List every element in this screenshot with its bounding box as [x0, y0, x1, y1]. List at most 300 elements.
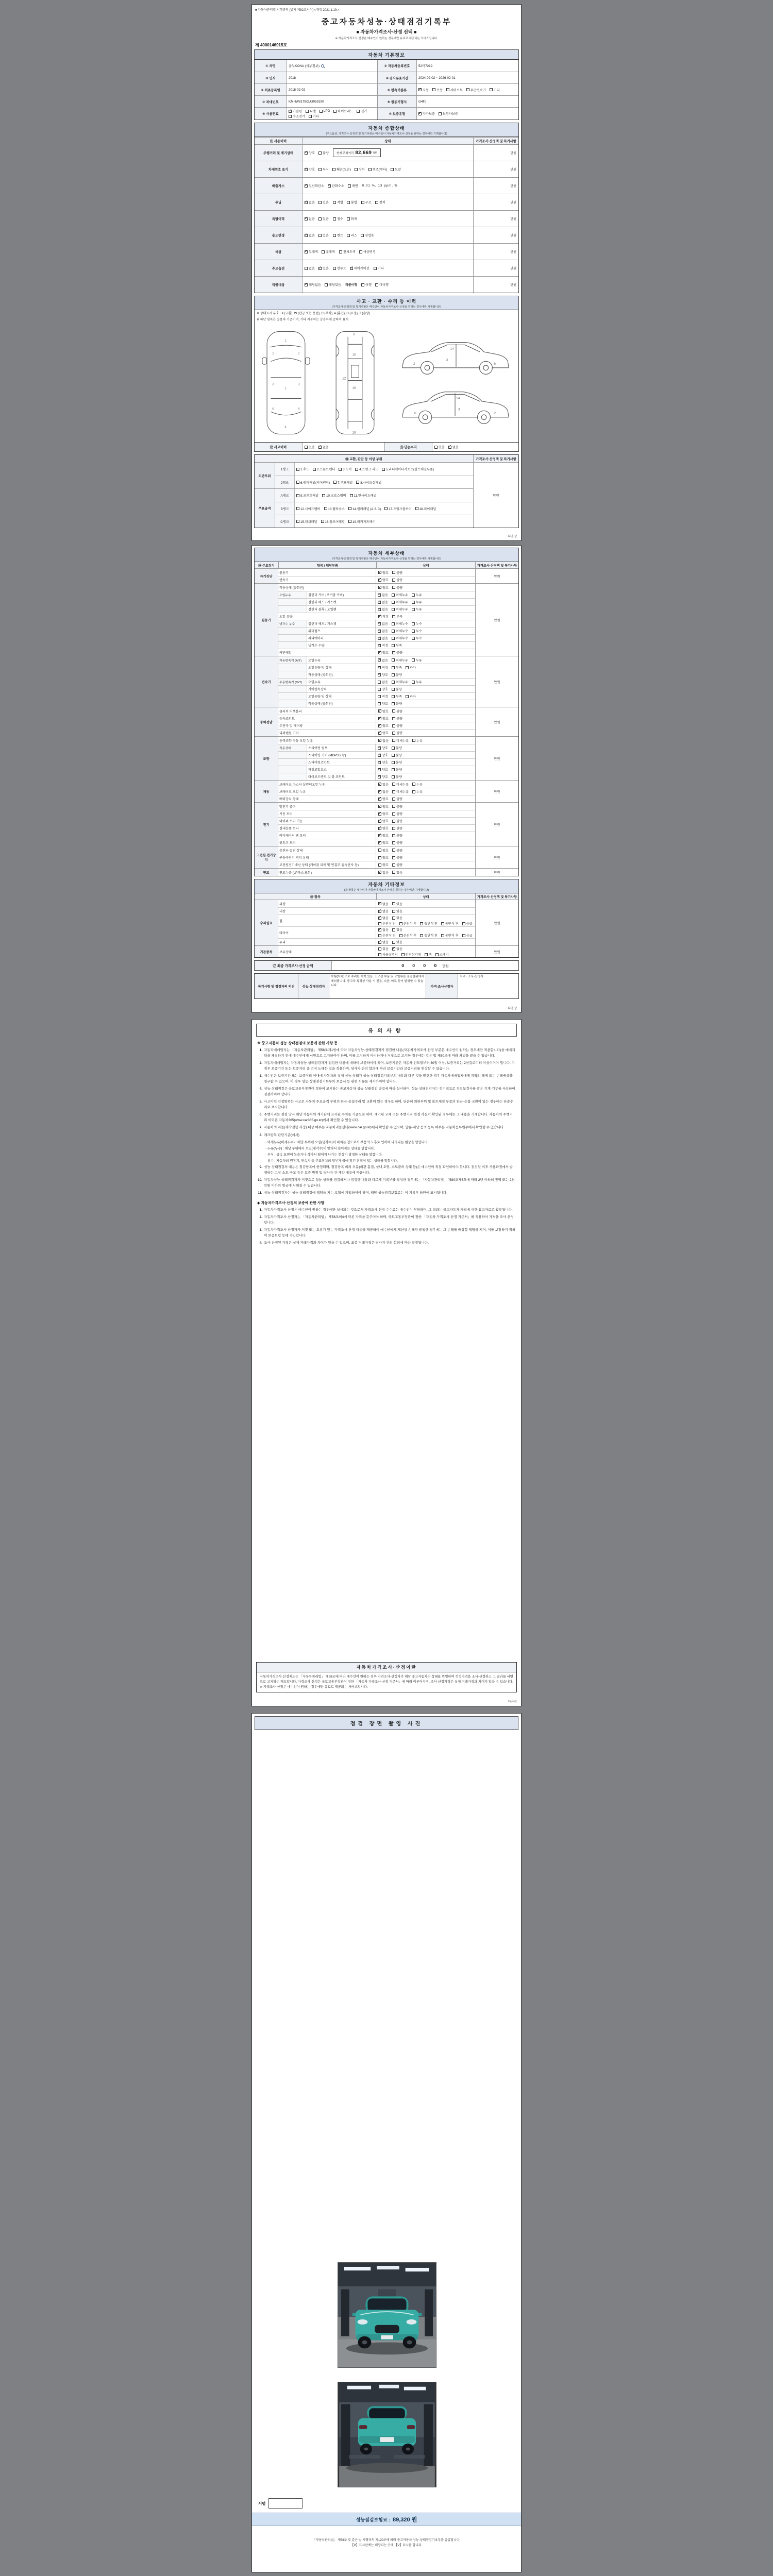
checkbox-option [378, 921, 396, 926]
checkbox-icon [355, 468, 358, 471]
checkbox-icon [313, 468, 316, 471]
state-text: 리콜이행 [345, 284, 358, 287]
checkbox-option [296, 480, 330, 485]
record-page-2 [251, 545, 522, 1013]
checkbox-checked-icon [350, 267, 353, 270]
panel-items [295, 489, 473, 502]
price-cell: 만원 [473, 161, 518, 177]
checkbox-group [333, 266, 369, 270]
sub-label [278, 766, 307, 773]
checkbox-option [378, 840, 389, 845]
checkbox-icon [441, 934, 444, 937]
checkbox-icon [392, 768, 395, 771]
checkbox-option [446, 88, 463, 92]
checkbox-option [378, 621, 388, 626]
svg-text:6: 6 [272, 407, 274, 411]
checkbox-icon [378, 934, 381, 937]
checkbox-checked-icon [378, 841, 381, 844]
checkbox-option [359, 249, 376, 254]
checkbox-group [378, 927, 402, 932]
checkbox-option [392, 621, 408, 626]
checkbox-checked-icon [378, 790, 381, 793]
checkbox-group [296, 493, 377, 498]
sub-label: 자동변속기 (A/T) [278, 656, 307, 664]
section-title: 자동차 기타정보 [368, 882, 405, 887]
checkbox-label: 19.패키지트레이 [352, 520, 376, 524]
checkbox-option [418, 111, 435, 116]
checkbox-checked-icon [328, 184, 331, 188]
checkbox-checked-icon [378, 775, 381, 778]
checkbox-group [378, 767, 402, 772]
svg-text:16: 16 [352, 386, 356, 390]
checkbox-option [313, 467, 335, 471]
checkbox-checked-icon [378, 754, 381, 757]
checkbox-icon [321, 520, 324, 523]
item-label: 클러치 어셈블리 [278, 707, 376, 715]
table-row [278, 620, 475, 627]
checkbox-label: 불량 [396, 863, 402, 867]
overall-condition-header [255, 123, 518, 137]
checkbox-option [333, 109, 353, 113]
table-row [278, 692, 475, 700]
item-label: 작동상태 (공회전) [278, 584, 376, 591]
checkbox-icon [462, 934, 465, 937]
checkbox-checked-icon [305, 250, 308, 253]
item-number: 9. [259, 1165, 262, 1169]
rank-label: B랭크 [275, 502, 295, 515]
checkbox-group [378, 782, 423, 787]
table-row [255, 83, 518, 95]
checkbox-group [378, 946, 402, 951]
checkbox-label: 렌트 [337, 234, 343, 238]
checkbox-icon [392, 695, 395, 698]
checkbox-option [392, 585, 402, 590]
valuation-select-subtitle: ■ 자동차가격조사·산정 선택 ■ [356, 29, 417, 35]
checkbox-label: 적법 [337, 201, 343, 205]
checkbox-option [392, 796, 402, 801]
page-title: 중고자동차성능·상태점검기록부 [321, 18, 452, 26]
column-header-price: 가격조사·산정액 및 특기사항 [475, 893, 518, 900]
checkbox-option [368, 167, 387, 172]
checkbox-option [392, 774, 402, 779]
car-side-view-left-diagram [397, 386, 514, 429]
checkbox-label: 불량 [395, 761, 402, 765]
sub-label [278, 752, 307, 758]
checkbox-group [378, 753, 402, 757]
checkbox-option [355, 167, 365, 172]
checkbox-icon [333, 234, 336, 237]
checkbox-checked-icon [378, 820, 381, 823]
checkbox-icon [392, 871, 395, 874]
item-state [376, 577, 475, 583]
checkbox-label: 양호 [382, 724, 389, 728]
device-label: 원동기 [255, 584, 278, 656]
checkbox-option [318, 266, 329, 270]
checkbox-checked-icon [305, 201, 308, 204]
table-row [278, 591, 475, 598]
item-label: 라디에이터 [307, 635, 376, 641]
checkbox-label: 장치 [379, 201, 385, 205]
checkbox-label: 누수 [415, 637, 422, 640]
table-row [278, 824, 475, 832]
checkbox-label: 불량 [396, 651, 402, 655]
photos-section-title: 점검 장면 촬영 사진 [255, 1716, 518, 1730]
table-row [255, 210, 518, 227]
checkbox-option [378, 902, 389, 906]
checkbox-label: 불량 [396, 820, 402, 823]
checkbox-label: 색상변경 [363, 250, 376, 254]
checkbox-checked-icon [378, 724, 381, 727]
checkbox-option [306, 109, 316, 113]
item-text: 조사·산정된 가격은 실제 거래가격과 차이가 있을 수 있으며, 최종 거래가격은 당사자 간의 합의에 따라 결정됩니다. [264, 1241, 429, 1245]
row-state [302, 260, 473, 276]
device-label: 기본품목 [255, 946, 278, 957]
checkbox-label: 양호 [382, 805, 389, 809]
checkbox-label: 운전석 후 [403, 934, 417, 938]
table-row [255, 243, 518, 260]
device-rows [278, 584, 475, 656]
checkbox-option [318, 150, 329, 155]
checkbox-group [378, 921, 473, 926]
checkbox-label: 동반석 전 [424, 922, 438, 926]
checkbox-label: 9.프론트패널 [300, 494, 319, 498]
document-number: 제 4000146915호 [255, 43, 288, 47]
checkbox-option [392, 946, 402, 951]
checkbox-option [392, 760, 402, 765]
checkbox-icon [439, 112, 442, 115]
item-number: 3. [259, 1228, 262, 1232]
item-label: 타이어 [278, 927, 376, 938]
sub-label [278, 759, 307, 766]
item-label: 변속기 [278, 577, 376, 583]
checkbox-label: 썬루프 [337, 267, 346, 270]
checkbox-icon [392, 622, 395, 625]
checkbox-group [378, 701, 402, 706]
checkbox-icon [392, 849, 395, 852]
item-state [376, 606, 475, 613]
checkbox-group [296, 480, 381, 485]
checkbox-label: 탄화수소 [331, 184, 344, 188]
checkbox-checked-icon [378, 827, 381, 830]
checkbox-checked-icon [378, 917, 381, 920]
table-header-row [255, 893, 518, 900]
checkbox-option [392, 848, 402, 853]
checkbox-icon [392, 747, 395, 750]
checkbox-label: 기타 [377, 267, 384, 270]
checkbox-option [382, 467, 434, 471]
footer-line-1: 「자동차관리법」 제58조 및 같은 법 시행규칙 제120조에 따라 중고자동차 성능·상태점검기록부를 발급합니다. [312, 2539, 461, 2542]
checkbox-option [339, 249, 356, 254]
panel-items [295, 463, 473, 476]
record-page-4 [251, 1713, 522, 2572]
sub-label [278, 599, 307, 605]
table-row [255, 177, 518, 194]
checkbox-icon [412, 594, 415, 597]
checkbox-label: 5.라디에이터서포트(볼트체결부품) [386, 468, 434, 471]
checkbox-option [378, 585, 389, 590]
checkbox-icon [375, 201, 378, 204]
checkbox-checked-icon [418, 112, 422, 115]
overall-condition-table [255, 144, 518, 293]
signature-label: 서명 [258, 2501, 266, 2506]
checkbox-option [305, 200, 315, 205]
checkbox-option [392, 636, 408, 640]
item-state [376, 599, 475, 605]
checkbox-group [378, 585, 402, 590]
checkbox-icon [324, 507, 327, 510]
basic-info-header [255, 50, 518, 60]
row-label: 특별이력 [255, 211, 302, 227]
item-state [376, 700, 475, 707]
mileage-label: 현재 주행거리 [336, 151, 354, 155]
item-state [376, 569, 475, 576]
device-label: 동력전달 [255, 707, 278, 736]
checkbox-label: 적정 [382, 666, 388, 670]
checkbox-label: 누유 [416, 790, 423, 794]
checkbox-icon [392, 917, 395, 920]
checkbox-label: 기타 [493, 88, 500, 92]
checkbox-label: 불량 [396, 798, 402, 801]
notes-section-title: ◆ 자동차가격조사·산정의 보증에 관한 사항 [257, 1201, 325, 1205]
notes-item [257, 1074, 516, 1084]
notes-item [257, 1112, 516, 1123]
checkbox-checked-icon [378, 586, 381, 589]
checkbox-label: 10.크로스멤버 [326, 494, 346, 498]
checkbox-checked-icon [378, 644, 381, 647]
row-label: 주행거리 및 계기상태 [255, 145, 302, 161]
checkbox-option [296, 519, 317, 524]
checkbox-label: 불량 [395, 768, 402, 772]
notes-item [257, 1241, 516, 1246]
sub-label: 작동상태 [278, 744, 307, 751]
checkbox-label: 있음 [322, 234, 329, 238]
signature-box [268, 2498, 303, 2509]
checkbox-icon [378, 863, 381, 867]
checkbox-icon [378, 849, 381, 852]
checkbox-icon [434, 446, 438, 449]
price-cell: 만원 [475, 781, 518, 802]
sub-label: 오일누유 [278, 591, 307, 598]
checkbox-option [348, 519, 375, 524]
table-row [278, 839, 475, 846]
checkbox-label: 없음 [382, 608, 388, 612]
svg-text:3: 3 [272, 382, 274, 386]
checkbox-icon [425, 953, 428, 956]
table-row [278, 766, 475, 773]
details-search-icon[interactable] [321, 64, 324, 67]
notes-subitem: · 침수 : 자동차의 원동기, 변속기 등 주요장치의 일부가 물에 잠긴 흔적이 있는 상태를 말합니다. [265, 1159, 398, 1163]
checkbox-option [399, 921, 417, 926]
checkbox-icon [412, 630, 415, 633]
checkbox-group [305, 282, 341, 287]
measurement-values: 0.01 %, 13 ppm, % [362, 184, 398, 188]
checkbox-label: 4.트렁크 리드 [359, 468, 379, 471]
checkbox-label: 양호 [382, 798, 389, 801]
item-number: 4. [259, 1087, 262, 1091]
checkbox-label: 수동 [436, 88, 443, 92]
svg-text:6: 6 [298, 407, 300, 411]
item-state [376, 810, 475, 817]
checkbox-option [412, 629, 422, 633]
notes-item [257, 1048, 516, 1059]
item-label: 외장 [278, 900, 376, 907]
checkbox-label: 양호 [309, 168, 315, 172]
checkbox-option [399, 933, 417, 938]
checkbox-option [333, 266, 346, 270]
checkbox-group [378, 723, 402, 728]
checkbox-icon [361, 283, 364, 286]
checkbox-group [374, 266, 384, 270]
checkbox-label: 미세누유 [395, 594, 408, 597]
checkbox-icon [406, 695, 409, 698]
group-rows [275, 489, 473, 528]
checkbox-option [412, 789, 423, 794]
checkbox-option [412, 658, 422, 663]
field-label: ⑤ 최초등록일 [255, 84, 287, 95]
checkbox-group [378, 658, 422, 663]
checkbox-icon [392, 615, 395, 618]
checkbox-group [378, 621, 422, 626]
checkbox-icon [356, 481, 359, 484]
checkbox-icon [306, 110, 309, 113]
checkbox-icon [392, 709, 395, 713]
checkbox-label: 화재 [350, 217, 357, 221]
group-label: 외판부위 [255, 463, 275, 488]
item-state [376, 664, 475, 671]
device-group [255, 868, 518, 876]
checkbox-group [378, 614, 402, 619]
checkbox-option [318, 445, 329, 449]
checkbox-option [322, 493, 346, 498]
svg-text:4: 4 [284, 425, 287, 429]
checkbox-icon [333, 267, 336, 270]
checkbox-label: 자동 [423, 88, 429, 92]
checkbox-option [392, 840, 402, 845]
svg-text:14: 14 [456, 397, 460, 401]
checkbox-option [392, 811, 402, 816]
checkbox-icon [412, 637, 415, 640]
checkbox-icon [378, 856, 381, 859]
checkbox-icon [305, 267, 308, 270]
checkbox-label: 불량 [395, 673, 402, 677]
mileage-box [333, 148, 381, 157]
valuation-definition-body: 자동차가격조사·산정제도는 「자동차관리법」 제58조에 따라 매수인이 원하는 경우 가격조사·산정자가 해당 중고자동차의 상태를 반영하여 적정가격을 조사·산정하고 그 결과를 서면으로 고지하는 제도입니다. 가격조사·산정은 국토교통부장관이 정한 「자동차 가격조사·산정 기준서」에 따라 이루어지며, 조사·산정가격은 실제 거래가격과 차이가 있을 수 있습니다. ※ 가격조사·산정은 매수인이 원하는 경우에만 유료로 제공되는 서비스입니다. [260, 1675, 513, 1689]
checkbox-option [356, 480, 381, 485]
checkbox-label: 불량 [396, 586, 402, 590]
checkbox-icon [392, 941, 395, 944]
checkbox-label: 불법 [350, 201, 357, 205]
field-label: ⑥ 변속기종류 [377, 84, 416, 95]
checkbox-label: 미세누수 [395, 622, 408, 626]
checkbox-checked-icon [305, 168, 308, 171]
checkbox-option [378, 940, 389, 944]
checkbox-option [305, 266, 315, 270]
field-label: ③ 연식 [255, 72, 287, 83]
checkbox-option [392, 862, 402, 867]
checkbox-icon [420, 934, 423, 937]
table-row [275, 476, 473, 488]
item-text: 매수인은 보증기간 또는 보증거리 이내에 자동차의 실제 성능·상태가 성능·상태점검기록부의 내용과 다른 것을 발견한 경우 자동차매매업자에게 계약의 해제 또는 손해배상을 청구할 수 있으며, 이 경우 성능·상태점검기록부와 보증서 등 관련 서류를 제시하여야 합니다. [264, 1074, 513, 1083]
detail-condition-table [255, 569, 518, 876]
checkbox-label: 전기 [361, 110, 367, 113]
sub-label [278, 635, 307, 641]
inspection-photo-rear [338, 2382, 436, 2487]
checkbox-label: 3.도어 [343, 468, 352, 471]
section-subtitle: (주요옵션, 가격조사·산정액 및 특기사항은 매수인이 자동차가격조사·산정을 원하는 경우에만 기재합니다) [326, 132, 447, 135]
footer-line-2: 【Ⅴ】표시란에는 해당되는 곳에 【Ⅴ】표시를 합니다. [350, 2544, 423, 2547]
checkbox-icon [309, 115, 312, 118]
checkbox-label: 없음 [396, 947, 402, 951]
checkbox-option [378, 672, 388, 677]
checkbox-label: 부족 [395, 695, 402, 699]
checkbox-option [391, 167, 401, 172]
checkbox-option [392, 701, 402, 706]
checkbox-group [378, 694, 416, 699]
checkbox-label: 응급 [466, 934, 473, 938]
checkbox-group [333, 200, 357, 205]
document-header [254, 16, 519, 40]
item-label: 브레이크 오일 누유 [278, 788, 376, 795]
item-state [376, 939, 475, 945]
checkbox-checked-icon [305, 283, 308, 286]
notes-item [257, 1208, 516, 1213]
checkbox-label: 없음 [322, 446, 329, 449]
column-header-price: 가격조사·산정액 및 특기사항 [473, 455, 518, 462]
accident-repair-row [255, 442, 518, 451]
checkbox-label: 양호 [382, 761, 388, 765]
table-row [278, 900, 475, 907]
valuation-definition-box [256, 1662, 517, 1692]
item-label: 실린더 헤드 / 가스켓 [307, 599, 376, 605]
table-row [278, 758, 475, 766]
field-value: G4FJ [416, 96, 518, 107]
checkbox-icon [361, 201, 364, 204]
checkbox-label: 누유 [415, 601, 422, 604]
item-label: 라디에이터 팬 모터 [278, 832, 376, 839]
checkbox-label: 없음 [382, 630, 388, 633]
checkbox-checked-icon [378, 630, 381, 633]
checkbox-group [378, 600, 422, 604]
column-header-state: 상태 [376, 562, 475, 568]
checkbox-label: 없음 [382, 601, 388, 604]
item-state [376, 613, 475, 620]
table-row [278, 832, 475, 839]
checkbox-label: 양호 [382, 834, 389, 838]
item-state [376, 854, 475, 861]
item-state [376, 900, 475, 907]
final-price-row [254, 960, 519, 971]
checkbox-option [462, 933, 473, 938]
item-label: 스티어링 펌프 [307, 744, 376, 751]
svg-text:2: 2 [494, 412, 496, 416]
checkbox-label: 기타 [312, 115, 319, 118]
notes-item [257, 1191, 516, 1196]
checkbox-option [361, 282, 372, 287]
price-cell: 만원 [475, 900, 518, 945]
checkbox-group [378, 796, 402, 801]
checkbox-label: 없음 [309, 201, 315, 205]
checkbox-label: 안전삼각대 [405, 953, 421, 957]
table-row [278, 598, 475, 605]
checkbox-group [378, 902, 402, 906]
sub-label [278, 700, 307, 707]
item-text: 주행거리는 점검 당시 해당 자동차의 계기판에 표시된 수치를 기준으로 하며, 계기판 교체 또는 주행거리 변경 사실이 확인된 경우에는 그 내용을 기재합니다. 자동차의 주행거리 이력은 자동차365(www.car365.go.kr)에서 확인할 수 있습니다. [264, 1113, 513, 1122]
checkbox-icon [296, 520, 299, 523]
mileage-value: 82,669 [355, 150, 372, 156]
item-label: 오일누유 [307, 679, 376, 685]
checkbox-option [392, 804, 402, 809]
field-label: ⑨ 사용연료 [255, 108, 287, 120]
